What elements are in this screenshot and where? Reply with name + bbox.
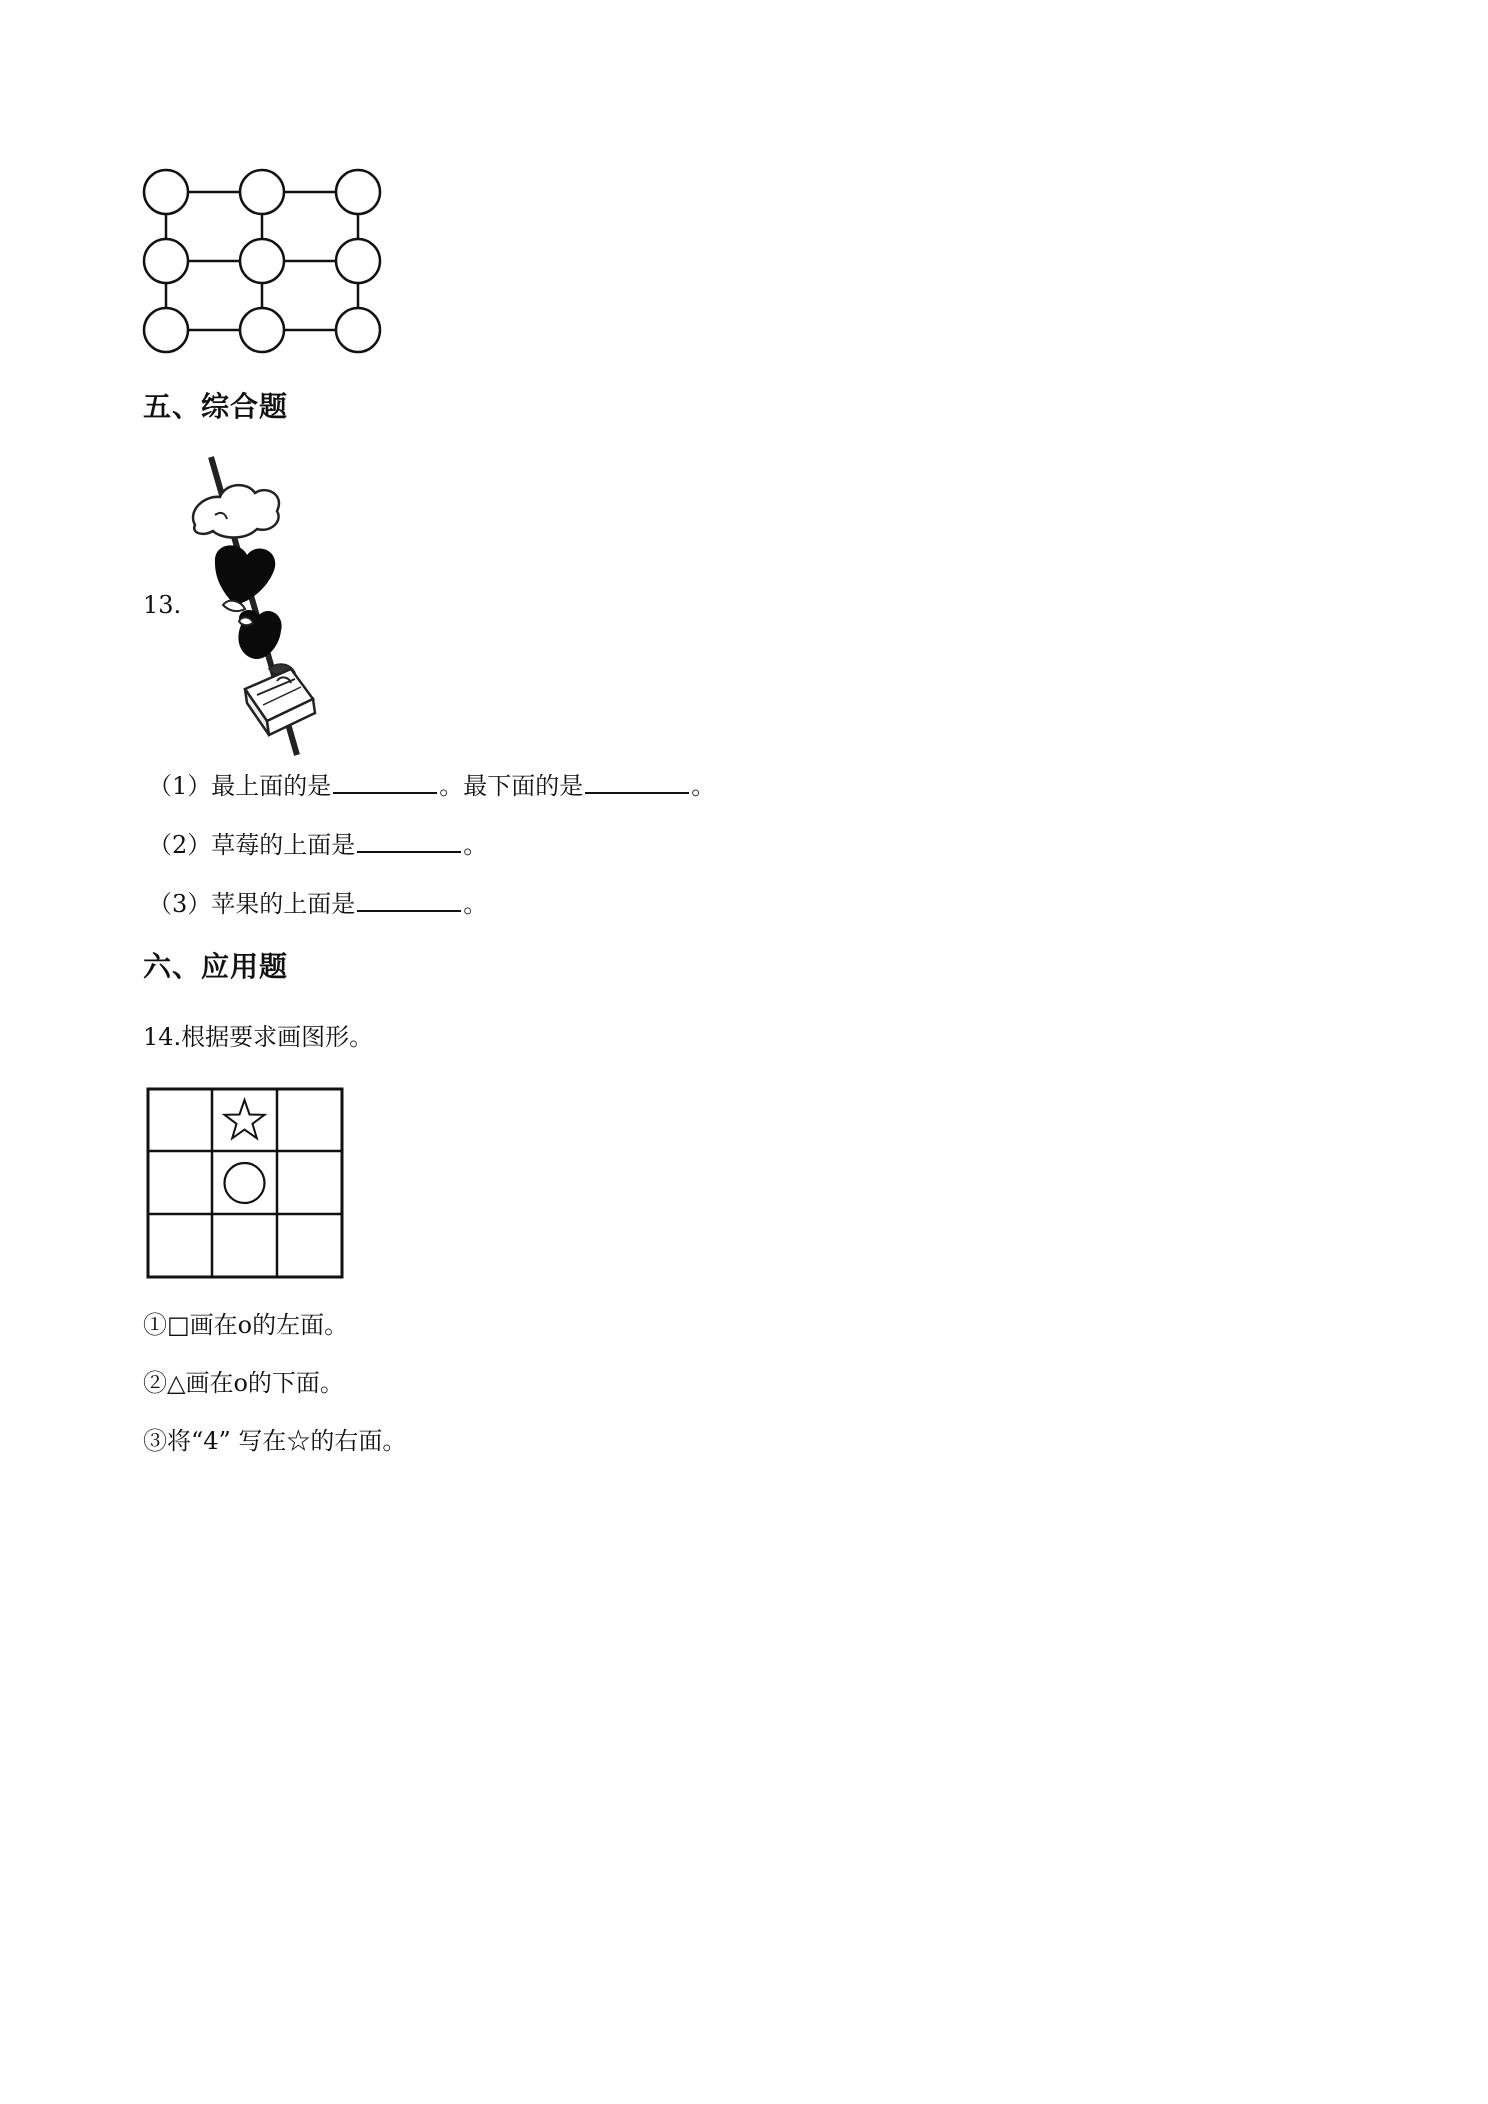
answer-blank[interactable] [357, 829, 461, 853]
drawing-grid [146, 1087, 344, 1279]
item-1-suffix: 。 [691, 772, 716, 800]
question-13-item-2 [148, 829, 487, 860]
item-1-prefix: （1）最上面的是 [148, 772, 332, 800]
question-13-number: 13. [143, 591, 182, 619]
answer-blank[interactable] [357, 888, 461, 912]
answer-blank[interactable] [333, 770, 437, 794]
answer-blank[interactable] [585, 770, 689, 794]
grid-circle [144, 308, 188, 352]
circle-grid-figure [140, 160, 390, 365]
question-14-prompt: 14.根据要求画图形。 [143, 1023, 374, 1051]
grid-circle [144, 239, 188, 283]
grid-circle [240, 308, 284, 352]
step-2-text: △画在o的下面。 [167, 1369, 344, 1397]
grid-circle [336, 170, 380, 214]
fruit-skewer-image [185, 455, 325, 760]
section-title-comprehensive: 五、综合题 [143, 390, 289, 423]
step-1-mark: ① [143, 1311, 167, 1339]
grid-circle [144, 170, 188, 214]
grid-circle [240, 170, 284, 214]
item-2-suffix: 。 [463, 831, 488, 859]
grid-circle [336, 308, 380, 352]
item-1-middle: 。最下面的是 [439, 772, 584, 800]
section-title-application: 六、应用题 [143, 950, 289, 983]
grid-lines [146, 1087, 344, 1279]
item-3-prefix: （3）苹果的上面是 [148, 890, 356, 918]
item-3-suffix: 。 [463, 890, 488, 918]
step-3-mark: ③ [143, 1427, 167, 1455]
step-3-text: 将“4” 写在☆的右面。 [167, 1427, 407, 1455]
grid-circle [240, 239, 284, 283]
grid-circle [336, 239, 380, 283]
question-14-step-1 [143, 1310, 348, 1340]
step-2-mark: ② [143, 1369, 167, 1397]
step-1-text: □画在o的左面。 [167, 1311, 349, 1339]
question-14-step-2 [143, 1368, 344, 1398]
question-14-step-3 [143, 1426, 406, 1456]
question-13-item-1 [148, 770, 715, 801]
question-13-item-3 [148, 888, 487, 919]
item-2-prefix: （2）草莓的上面是 [148, 831, 356, 859]
